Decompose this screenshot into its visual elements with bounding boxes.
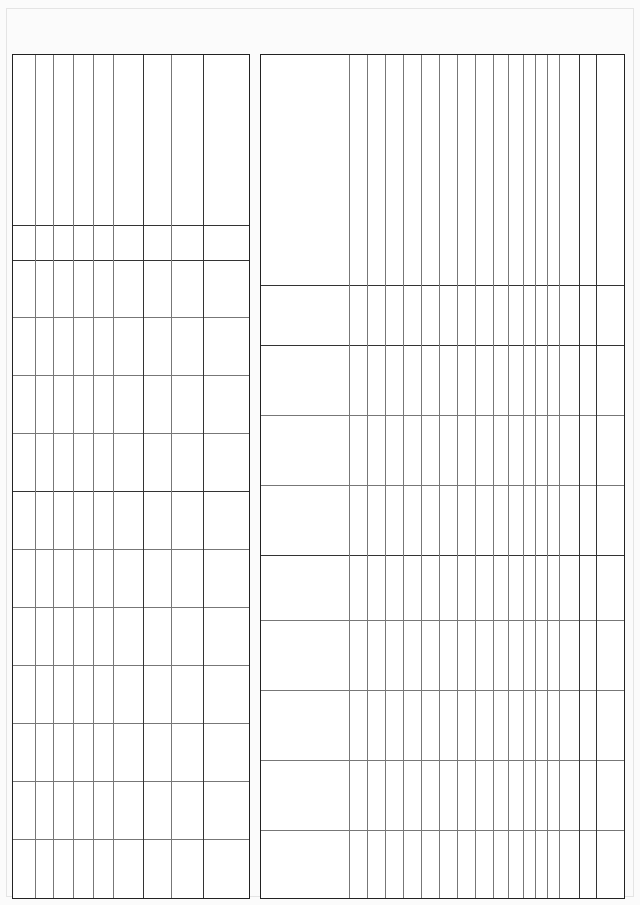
table-insurance-contributions	[260, 54, 625, 899]
table-budget-obligations	[12, 54, 250, 899]
